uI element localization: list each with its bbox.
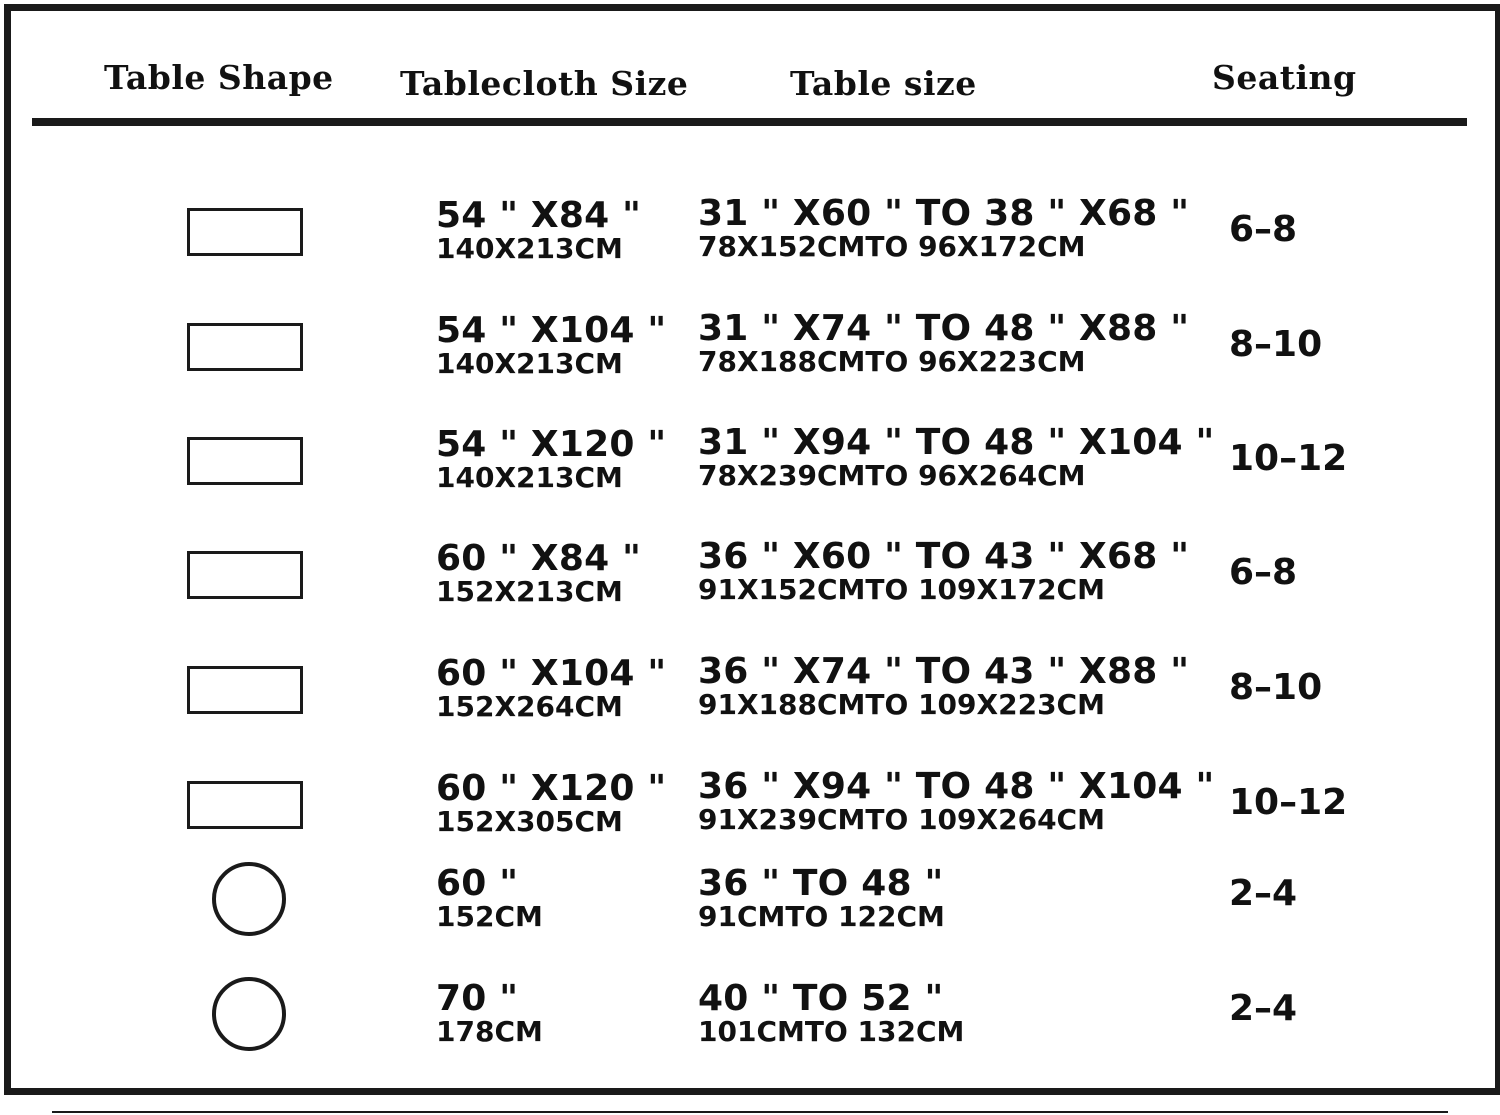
table-size-inches: 36 " X74 " TO 43 " X88 " [698,651,1190,692]
tablecloth-size-inches: 54 " X104 " [436,310,667,351]
tablecloth-size [436,653,667,723]
tablecloth-size [436,538,642,608]
tablecloth-size-cm: 152CM [436,900,543,933]
table-size-cm: 78X188CMTO 96X223CM [698,345,1086,378]
tablecloth-size [436,195,642,265]
tablecloth-size [436,863,543,933]
tablecloth-size-cm: 152X305CM [436,805,623,838]
tablecloth-size-inches: 54 " X84 " [436,195,642,236]
rectangle-shape-icon [187,208,303,256]
tablecloth-size-cm: 178CM [436,1015,543,1048]
table-size [698,863,945,933]
table-row [0,618,1500,732]
tablecloth-size-inches: 60 " X120 " [436,768,667,809]
header-table-shape: Table Shape [104,58,334,97]
table-size-cm: 101CMTO 132CM [698,1015,965,1048]
tablecloth-size-cm: 140X213CM [436,347,623,380]
table-size-inches: 36 " X94 " TO 48 " X104 " [698,766,1215,807]
seating-count: 8–10 [1229,667,1323,708]
seating-count: 10–12 [1229,438,1348,479]
rectangle-shape-icon [187,666,303,714]
table-row [0,275,1500,389]
tablecloth-size [436,978,543,1048]
rectangle-shape-icon [187,323,303,371]
header-table-size: Table size [790,64,977,103]
tablecloth-size-inches: 60 " [436,863,519,904]
seating-count: 10–12 [1229,782,1348,823]
header-seating: Seating [1212,58,1357,97]
table-size-inches: 31 " X60 " TO 38 " X68 " [698,193,1190,234]
table-row [0,389,1500,503]
tablecloth-size-cm: 140X213CM [436,461,623,494]
table-size-cm: 91X239CMTO 109X264CM [698,803,1105,836]
table-size-inches: 36 " X60 " TO 43 " X68 " [698,536,1190,577]
rectangle-shape-icon [187,437,303,485]
table-size-inches: 31 " X94 " TO 48 " X104 " [698,422,1215,463]
tablecloth-size-inches: 70 " [436,978,519,1019]
seating-count: 6–8 [1229,209,1298,250]
table-size [698,978,965,1048]
table-size [698,422,1215,492]
header-divider [32,118,1467,126]
seating-count: 2–4 [1229,988,1298,1029]
table-size [698,536,1190,606]
table-size [698,308,1190,378]
table-size [698,193,1190,263]
table-row [0,933,1500,1047]
bottom-divider [52,1111,1448,1113]
header-tablecloth-size: Tablecloth Size [400,64,689,103]
seating-count: 6–8 [1229,552,1298,593]
tablecloth-size-inches: 60 " X84 " [436,538,642,579]
rectangle-shape-icon [187,551,303,599]
seating-count: 2–4 [1229,873,1298,914]
tablecloth-size-cm: 152X213CM [436,575,623,608]
table-size [698,651,1190,721]
tablecloth-size [436,424,667,494]
table-size-cm: 78X239CMTO 96X264CM [698,459,1086,492]
tablecloth-size-cm: 152X264CM [436,690,623,723]
table-size-cm: 78X152CMTO 96X172CM [698,230,1086,263]
table-size-cm: 91X152CMTO 109X172CM [698,573,1105,606]
table-row [0,503,1500,617]
seating-count: 8–10 [1229,324,1323,365]
table-size-inches: 40 " TO 52 " [698,978,944,1019]
table-size-inches: 36 " TO 48 " [698,863,944,904]
tablecloth-size [436,310,667,380]
tablecloth-size-inches: 60 " X104 " [436,653,667,694]
table-size-inches: 31 " X74 " TO 48 " X88 " [698,308,1190,349]
tablecloth-size-inches: 54 " X120 " [436,424,667,465]
circle-shape-icon [212,977,286,1051]
table-size-cm: 91X188CMTO 109X223CM [698,688,1105,721]
table-row [0,160,1500,274]
tablecloth-size-cm: 140X213CM [436,232,623,265]
table-size-cm: 91CMTO 122CM [698,900,945,933]
table-row [0,818,1500,932]
circle-shape-icon [212,862,286,936]
